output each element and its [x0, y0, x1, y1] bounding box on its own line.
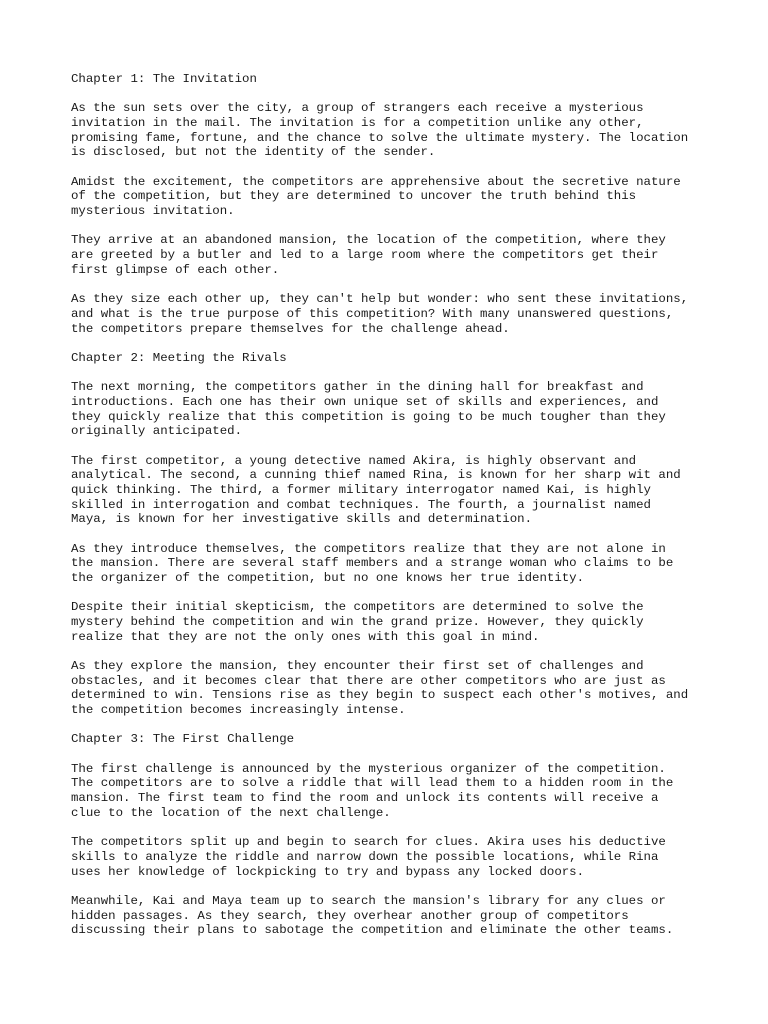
- paragraph: Despite their initial skepticism, the competitors are determined to solve the mystery behind the competition and win the grand prize. However, they quickly realize that they are not the only ones with this goal in mind.: [71, 600, 644, 644]
- paragraph: As the sun sets over the city, a group of strangers each receive a mysterious invitation in the mail. The invitation is for a competition unlike any other, promising fame, fortune, and the chance to solve the ultimate mystery. The location is disclosed, but not the identity of the sender.: [71, 101, 689, 160]
- paragraph: Meanwhile, Kai and Maya team up to search the mansion's library for any clues or hidden passages. As they search, they overhear another group of competitors discussing their plans to sabotage the competition and eliminate the other teams.: [71, 893, 674, 938]
- paragraph: They arrive at an abandoned mansion, the location of the competition, where they are greeted by a butler and led to a large room where the competitors get their first glimpse of each other.: [71, 233, 666, 277]
- paragraph: The next morning, the competitors gather in the dining hall for breakfast and introductions. Each one has their own unique set of skills and experiences, and they quickly realize that this competition is going to be much tougher than they originally anticipated.: [71, 380, 666, 439]
- paragraph: The first challenge is announced by the mysterious organizer of the competition. The competitors are to solve a riddle that will lead them to a hidden room in the mansion. The first team to find the room and unlock its contents will receive a clue to the location of the next challenge.: [71, 761, 674, 820]
- paragraph: As they explore the mansion, they encounter their first set of challenges and obstacles, and it becomes clear that there are other competitors who are just as determined to win. Tensions rise as they begin to suspect each other's motives, and the competition becomes increasingly intense.: [71, 659, 689, 718]
- paragraph: As they introduce themselves, the competitors realize that they are not alone in the mansion. There are several staff members and a strange woman who claims to be the organizer of the competition, but no one knows her true identity.: [71, 541, 674, 586]
- paragraph: The competitors split up and begin to search for clues. Akira uses his deductive skills to analyze the riddle and narrow down the possible locations, while Rina uses her knowledge of lockpicking to try and bypass any locked doors.: [71, 835, 666, 879]
- paragraph: As they size each other up, they can't help but wonder: who sent these invitations, and what is the true purpose of this competition? With many unanswered questions, the competitors prepare themselves for the challenge ahead.: [71, 292, 689, 336]
- chapter-2-heading: Chapter 2: Meeting the Rivals: [71, 350, 287, 365]
- paragraph: Amidst the excitement, the competitors are apprehensive about the secretive nature of the competition, but they are determined to uncover the truth behind this mysterious invitation.: [71, 174, 681, 219]
- chapter-3-heading: Chapter 3: The First Challenge: [71, 732, 295, 747]
- chapter-1-heading: Chapter 1: The Invitation: [71, 72, 257, 86]
- document-page: [71, 72, 721, 953]
- paragraph: The first competitor, a young detective named Akira, is highly observant and analytical. The second, a cunning thief named Rina, is known for her sharp wit and quick thinking. The third, a former military interrogator named Kai, is highly skilled in interrogation and combat techniques. The fourth, a journalist named Maya, is known for her investigative skills and determination.: [71, 453, 681, 527]
